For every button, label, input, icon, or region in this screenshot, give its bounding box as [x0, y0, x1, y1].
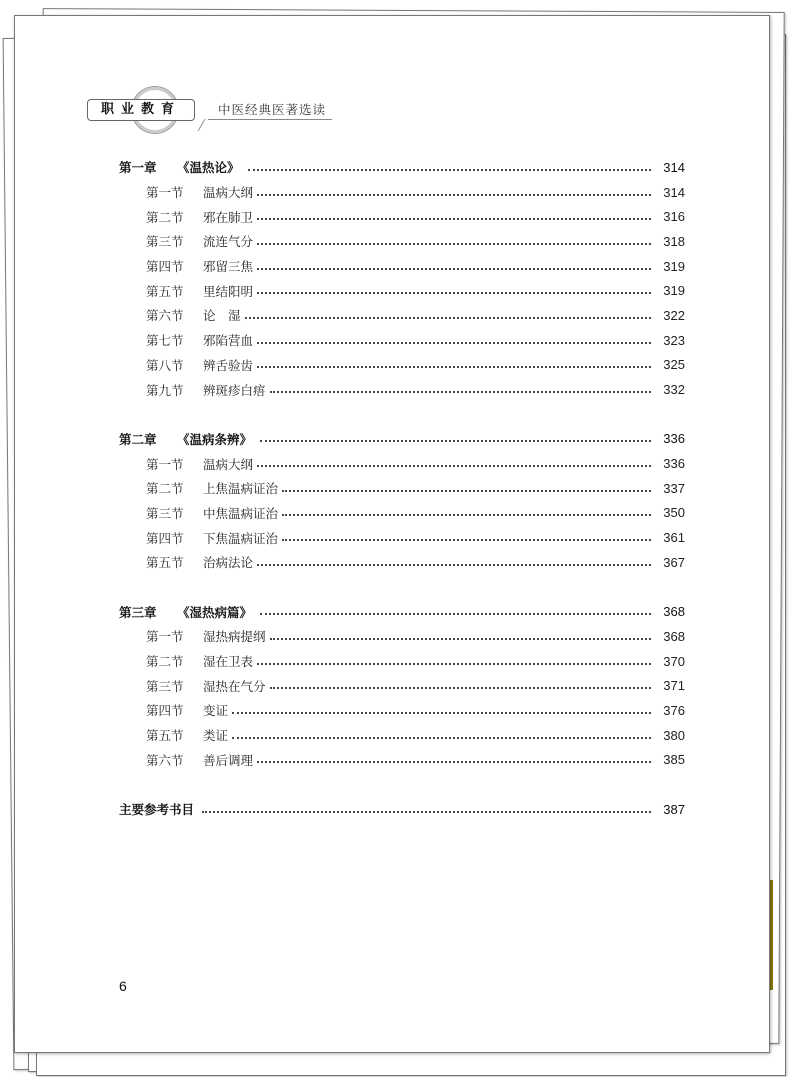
toc-section-entry[interactable] — [119, 377, 685, 402]
entry-number: 第一章 — [119, 160, 157, 176]
entry-title: 《温热论》 — [177, 160, 240, 176]
leader-dots — [257, 761, 651, 763]
entry-page: 319 — [663, 283, 685, 299]
entry-page: 318 — [663, 233, 685, 249]
book-title: 中医经典医著选读 — [218, 102, 327, 117]
toc-section-entry[interactable] — [119, 624, 685, 649]
entry-title: 邪留三焦 — [203, 259, 254, 275]
toc-chapter-entry[interactable] — [119, 155, 685, 180]
leader-dots — [282, 490, 651, 492]
leader-dots — [257, 366, 651, 368]
entry-number: 第一节 — [146, 629, 184, 645]
toc-chapter-entry[interactable] — [119, 427, 685, 452]
entry-page: 314 — [663, 159, 685, 175]
toc-chapter-entry[interactable] — [119, 599, 685, 624]
entry-title: 论 湿 — [203, 308, 241, 324]
toc-section-entry[interactable] — [119, 476, 685, 501]
entry-number: 第一节 — [146, 185, 184, 201]
leader-dots — [270, 687, 651, 689]
toc-section-entry[interactable] — [119, 254, 685, 279]
entry-title: 上焦温病证治 — [203, 481, 279, 497]
entry-page: 368 — [663, 604, 685, 620]
leader-dots — [282, 514, 651, 516]
leader-dots — [257, 342, 651, 344]
toc-references-entry[interactable] — [119, 797, 685, 822]
entry-title: 湿热病提纲 — [203, 629, 266, 645]
entry-page: 371 — [663, 678, 685, 694]
entry-title: 湿热在气分 — [203, 678, 266, 694]
entry-page: 350 — [663, 505, 685, 521]
toc-section-entry[interactable] — [119, 525, 685, 550]
leader-dots — [245, 317, 651, 319]
entry-number: 第三节 — [146, 505, 184, 521]
entry-title: 《湿热病篇》 — [177, 604, 253, 620]
entry-number: 第二章 — [119, 431, 157, 447]
leader-dots — [202, 811, 651, 813]
entry-page: 325 — [663, 357, 685, 373]
entry-number: 第二节 — [146, 654, 184, 670]
entry-title: 温病大纲 — [203, 185, 254, 201]
entry-page: 319 — [663, 258, 685, 274]
entry-title: 流连气分 — [203, 234, 254, 250]
entry-number: 第二节 — [146, 209, 184, 225]
entry-page: 332 — [663, 382, 685, 398]
chapter-group — [119, 155, 685, 402]
entry-page: 376 — [663, 702, 685, 718]
leader-dots — [257, 218, 651, 220]
toc-section-entry[interactable] — [119, 204, 685, 229]
leader-dots — [248, 169, 651, 171]
toc-page — [14, 15, 770, 1053]
toc-section-entry[interactable] — [119, 550, 685, 575]
toc-section-entry[interactable] — [119, 180, 685, 205]
entry-number: 第八节 — [146, 357, 184, 373]
toc-section-entry[interactable] — [119, 328, 685, 353]
toc-section-entry[interactable] — [119, 353, 685, 378]
entry-page: 323 — [663, 332, 685, 348]
entry-number: 第四节 — [146, 530, 184, 546]
entry-title: 治病法论 — [203, 555, 254, 571]
series-logo: 职业教育 — [87, 99, 195, 121]
entry-title: 《温病条辨》 — [177, 431, 253, 447]
entry-number: 第五节 — [146, 283, 184, 299]
entry-page: 336 — [663, 431, 685, 447]
leader-dots — [257, 663, 651, 665]
entry-page: 361 — [663, 530, 685, 546]
entry-number: 第三节 — [146, 234, 184, 250]
entry-title: 里结阳明 — [203, 283, 254, 299]
entry-title: 辨斑疹白痦 — [203, 382, 266, 398]
entry-page: 314 — [663, 184, 685, 200]
entry-page: 385 — [663, 752, 685, 768]
entry-page: 368 — [663, 628, 685, 644]
entry-page: 367 — [663, 554, 685, 570]
entry-page: 316 — [663, 209, 685, 225]
entry-number: 第一节 — [146, 456, 184, 472]
entry-title: 中焦温病证治 — [203, 505, 279, 521]
leader-dots — [260, 440, 651, 442]
leader-dots — [257, 194, 651, 196]
toc-section-entry[interactable] — [119, 451, 685, 476]
entry-number: 第四节 — [146, 703, 184, 719]
leader-dots — [232, 737, 651, 739]
entry-number: 第五节 — [146, 555, 184, 571]
leader-dots — [270, 391, 651, 393]
entry-number: 第四节 — [146, 259, 184, 275]
toc-section-entry[interactable] — [119, 229, 685, 254]
entry-title: 主要参考书目 — [119, 802, 195, 818]
toc-section-entry[interactable] — [119, 748, 685, 773]
entry-title: 邪陷营血 — [203, 333, 254, 349]
toc-section-entry[interactable] — [119, 723, 685, 748]
entry-number: 第六节 — [146, 752, 184, 768]
entry-page: 322 — [663, 307, 685, 323]
entry-number: 第五节 — [146, 728, 184, 744]
chapter-group — [119, 599, 685, 772]
entry-title: 类证 — [203, 728, 229, 744]
leader-dots — [232, 712, 651, 714]
leader-dots — [257, 292, 651, 294]
entry-title: 辨舌验齿 — [203, 357, 254, 373]
entry-number: 第二节 — [146, 481, 184, 497]
leader-dots — [257, 243, 651, 245]
leader-dots — [257, 465, 651, 467]
entry-page: 387 — [663, 801, 685, 817]
entry-title: 善后调理 — [203, 752, 254, 768]
leader-dots — [257, 268, 651, 270]
toc-section-entry[interactable] — [119, 303, 685, 328]
entry-number: 第九节 — [146, 382, 184, 398]
page-number: 6 — [119, 978, 127, 994]
entry-title: 下焦温病证治 — [203, 530, 279, 546]
toc-section-entry[interactable] — [119, 649, 685, 674]
leader-dots — [257, 564, 651, 566]
header-rule — [208, 119, 332, 120]
toc-section-entry[interactable] — [119, 501, 685, 526]
entry-page: 336 — [663, 456, 685, 472]
entry-page: 380 — [663, 727, 685, 743]
chapter-group — [119, 427, 685, 575]
toc-section-entry[interactable] — [119, 278, 685, 303]
entry-title: 湿在卫表 — [203, 654, 254, 670]
entry-number: 第七节 — [146, 333, 184, 349]
toc-section-entry[interactable] — [119, 673, 685, 698]
entry-page: 337 — [663, 480, 685, 496]
entry-title: 邪在肺卫 — [203, 209, 254, 225]
entry-title: 温病大纲 — [203, 456, 254, 472]
header-rule — [198, 119, 216, 131]
toc-section-entry[interactable] — [119, 698, 685, 723]
table-of-contents — [119, 155, 685, 822]
running-header — [87, 78, 327, 138]
entry-number: 第三章 — [119, 604, 157, 620]
entry-page: 370 — [663, 653, 685, 669]
leader-dots — [260, 613, 651, 615]
entry-title: 变证 — [203, 703, 229, 719]
leader-dots — [282, 539, 651, 541]
entry-number: 第三节 — [146, 678, 184, 694]
entry-number: 第六节 — [146, 308, 184, 324]
leader-dots — [270, 638, 651, 640]
